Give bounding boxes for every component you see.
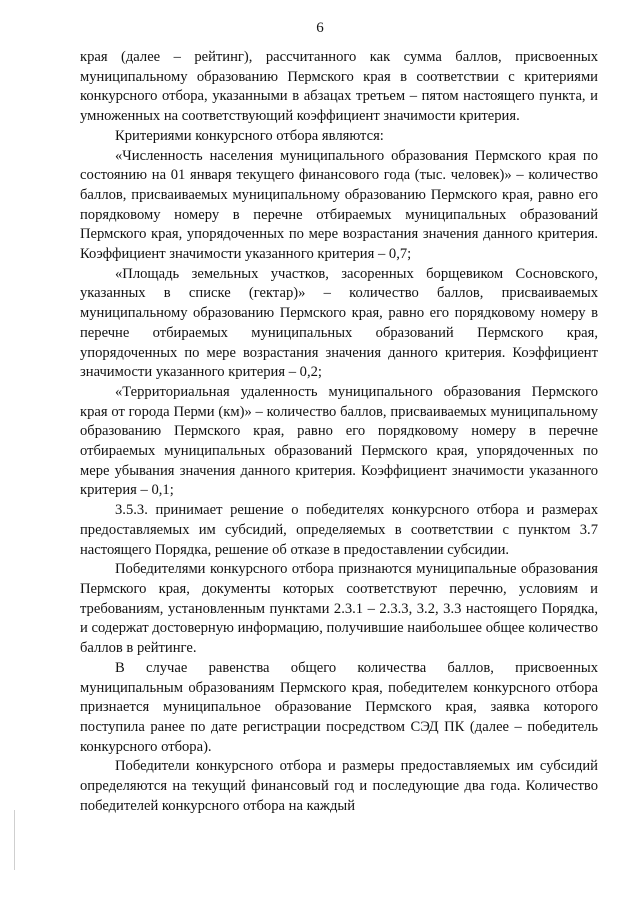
paragraph-criterion-population: «Численность населения муниципального образования Пермского края по состоянию на 01 января текущего финансового года (тыс. человек)» – количество баллов, присваиваемых муниципальному образованию Пермского края, равно его порядковому номеру в перечне отбираемых муниципальных образований Пермского края, упорядоченных по мере возрастания значения данного критерия. Коэффициент значимости указанного критерия – 0,7; xyxy=(80,147,598,263)
paragraph-winners-period: Победители конкурсного отбора и размеры предоставляемых им субсидий определяются на текущий финансовый год и последующие два года. Количество победителей конкурсного отбора на каждый xyxy=(80,758,598,814)
paragraph-tie-rule: В случае равенства общего количества баллов, присвоенных муниципальным образованиям Пермского края, победителем конкурсного отбора признается муниципальное образование Пермского края, заявка которого поступила ранее по дате регистрации посредством СЭД ПК (далее – победитель конкурсного отбора). xyxy=(80,659,598,755)
document-body xyxy=(80,48,598,816)
paragraph-criteria-intro: Критериями конкурсного отбора являются: xyxy=(115,127,384,144)
paragraph-winners: Победителями конкурсного отбора признаются муниципальные образования Пермского края, документы которых соответствуют перечню, условиям и требованиям, установленным пунктами 2.3.1 – 2.3.3, 3.2, 3.3 настоящего Порядка, и содержат достоверную информацию, получившие наибольшее общее количество баллов в рейтинге. xyxy=(80,561,598,657)
scan-margin-line xyxy=(14,810,15,870)
paragraph-decision: 3.5.3. принимает решение о победителях конкурсного отбора и размерах предоставляемых им субсидий, определяемых в соответствии с пунктом 3.7 настоящего Порядка, решение об отказе в предоставлении субсидии. xyxy=(80,502,598,558)
paragraph-criterion-area: «Площадь земельных участков, засоренных борщевиком Сосновского, указанных в списке (гектар)» – количество баллов, присваиваемых муниципальному образованию Пермского края, равно его порядковому номеру в перечне отбираемых муниципальных образований Пермского края, упорядоченных по мере возрастания значения данного критерия. Коэффициент значимости указанного критерия – 0,2; xyxy=(80,265,598,381)
page-number: 6 xyxy=(316,20,324,36)
paragraph-rating-continuation: края (далее – рейтинг), рассчитанного как сумма баллов, присвоенных муниципальному образованию Пермского края в соответствии с критериями конкурсного отбора, указанными в абзацах третьем – пятом настоящего пункта, и умноженных на соответствующий коэффициент значимости критерия. xyxy=(80,49,598,125)
paragraph-criterion-distance: «Территориальная удаленность муниципального образования Пермского края от города Перми (км)» – количество баллов, присваиваемых муниципальному образованию Пермского края, равно его порядковому номеру в перечне отбираемых муниципальных образований Пермского края, упорядоченных по мере убывания значения данного критерия. Коэффициент значимости указанного критерия – 0,1; xyxy=(80,383,598,499)
